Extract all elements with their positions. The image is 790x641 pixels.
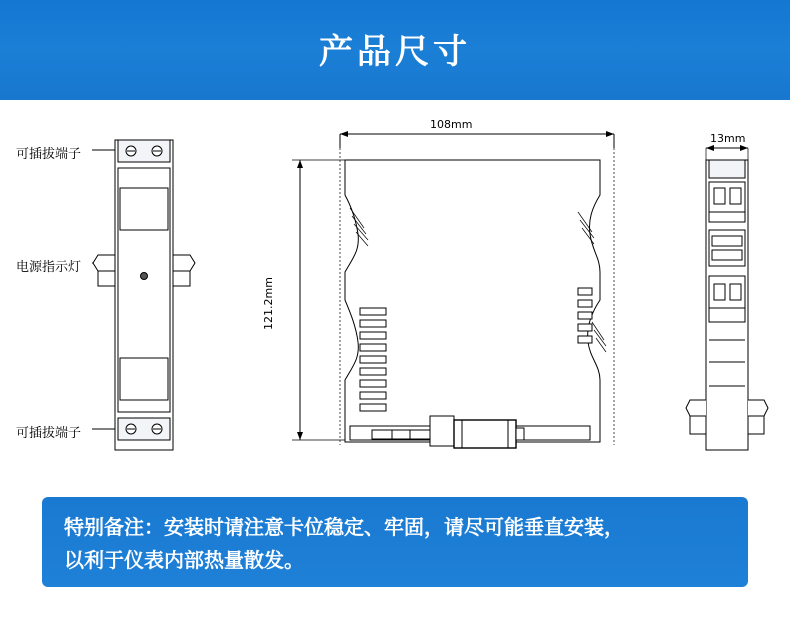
dim-width-label: 108mm: [430, 118, 473, 131]
label-bottom-terminal: 可插拔端子: [16, 426, 82, 441]
hatch-bottom-right: [592, 322, 606, 352]
label-top-terminal: 可插拔端子: [16, 147, 82, 162]
din-rail-right-wing: [173, 255, 195, 271]
dim-depth-arrow-left: [706, 145, 714, 151]
drawing-svg: [0, 100, 790, 480]
depth-midsection: [709, 230, 745, 266]
dim-width-arrow-right: [606, 131, 614, 137]
led-indicator: [141, 273, 148, 280]
label-power-led: 电源指示灯: [16, 260, 82, 275]
din-rail-left-wing: [93, 255, 115, 271]
front-connector-block: [454, 420, 516, 448]
depth-top-block: [709, 160, 745, 178]
side-pin-plate-bottom: [120, 358, 168, 400]
front-clip-block: [430, 416, 454, 446]
dim-depth-arrow-right: [740, 145, 748, 151]
note-banner: [42, 497, 748, 587]
note-line-1: 特别备注：安装时请注意卡位稳定、牢固，请尽可能垂直安装，: [64, 515, 624, 539]
dim-depth-label: 13mm: [710, 132, 746, 145]
depth-din-left: [686, 400, 706, 416]
dim-height-arrow-top: [297, 160, 303, 168]
front-connector-tab: [516, 428, 524, 440]
dim-height-label: 121.2mm: [262, 277, 275, 330]
note-line-2: 以利于仪表内部热量散发。: [64, 548, 304, 572]
depth-din-right: [748, 400, 768, 416]
page-title: 产品尺寸: [319, 32, 471, 72]
dim-height-arrow-bottom: [297, 432, 303, 440]
dim-width-arrow-left: [340, 131, 348, 137]
vent-slots-left: [360, 308, 386, 411]
side-pin-plate-top: [120, 188, 168, 230]
front-foot-plate: [372, 430, 430, 439]
dimension-drawing: [0, 100, 790, 480]
front-view-housing: [345, 160, 600, 442]
note-text: [64, 511, 728, 577]
header-banner: [0, 0, 790, 100]
